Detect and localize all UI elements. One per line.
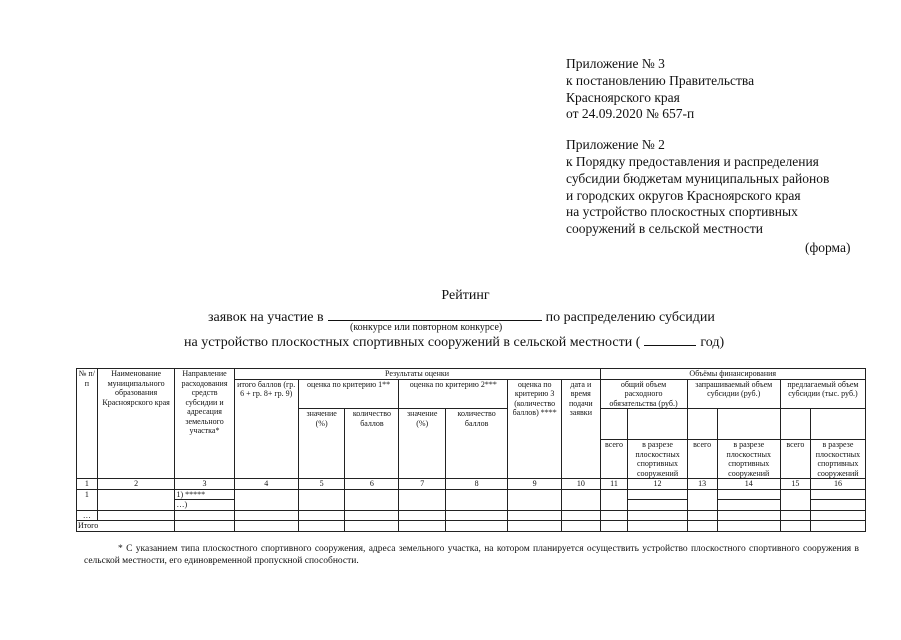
column-number-row — [77, 479, 866, 490]
year-blank — [644, 333, 696, 346]
row-cell — [97, 510, 175, 521]
title-line-3-left: на устройство плоскостных спортивных сооружений в сельской местности ( — [184, 335, 641, 350]
title-line-3-right: год) — [700, 335, 725, 350]
header-crit1-points: количество баллов — [345, 409, 399, 479]
title-line-2-left: заявок на участие в — [208, 310, 324, 325]
row-cell — [717, 521, 780, 532]
header-criterion-2: оценка по критерию 2*** — [399, 379, 508, 409]
row-cell — [345, 521, 399, 532]
column-number: 11 — [600, 479, 628, 490]
column-number: 16 — [810, 479, 865, 490]
header-obligation-breakdown: в разрезе плоскостных спортивных сооружений — [628, 440, 687, 479]
column-number: 3 — [175, 479, 234, 490]
header-proposed-spacer — [810, 409, 865, 440]
header-total-points: итого баллов (гр. 6 + гр. 8+ гр. 9) — [234, 379, 298, 479]
column-number: 6 — [345, 479, 399, 490]
row-cell — [628, 500, 687, 511]
header-direction: Направление расходования средств субсидии и адресация земельного участка* — [175, 369, 234, 479]
row-cell — [628, 510, 687, 521]
form-label: (форма) — [805, 240, 851, 255]
table-header-row — [77, 369, 866, 380]
row-cell — [97, 489, 175, 510]
appendix-3-line: к постановлению Правительства — [566, 72, 755, 88]
appendix-3-block — [566, 56, 886, 123]
header-num: № п/п — [77, 369, 98, 479]
column-number: 1 — [77, 479, 98, 490]
column-number: 8 — [446, 479, 508, 490]
header-proposed-breakdown: в разрезе плоскостных спортивных сооружений — [810, 440, 865, 479]
contest-type-hint: (конкурсе или повторном конкурсе) — [350, 322, 503, 333]
header-municipality: Наименование муниципального образования Красноярского края — [97, 369, 175, 479]
row-cell — [687, 521, 717, 532]
row-cell — [600, 521, 628, 532]
row-cell — [234, 489, 298, 510]
row-direction-item: 1) ***** — [175, 489, 234, 500]
appendix-3-line: Красноярского края — [566, 89, 680, 105]
appendix-3-line: от 24.09.2020 № 657-п — [566, 106, 695, 122]
row-cell — [298, 510, 345, 521]
appendix-2-line: к Порядку предоставления и распределения — [566, 153, 819, 169]
column-number: 15 — [780, 479, 810, 490]
appendix-3-line: Приложение № 3 — [566, 56, 665, 71]
row-cell — [810, 521, 865, 532]
row-cell — [345, 510, 399, 521]
header-crit1-value: значение (%) — [298, 409, 345, 479]
row-cell — [399, 510, 446, 521]
row-cell — [628, 521, 687, 532]
document-title: Рейтинг — [441, 288, 490, 303]
column-number: 13 — [687, 479, 717, 490]
total-label: Итого — [77, 521, 175, 532]
header-requested-spacer — [717, 409, 780, 440]
header-proposed-spacer — [780, 409, 810, 440]
appendix-2-line: и городских округов Красноярского края — [566, 187, 801, 203]
header-results: Результаты оценки — [234, 369, 600, 380]
header-proposed: предлагаемый объем субсидии (тыс. руб.) — [780, 379, 865, 409]
appendix-2-line: Приложение № 2 — [566, 137, 665, 153]
row-cell — [175, 521, 234, 532]
header-total-obligation: общий объем расходного обязательства (руб.) — [600, 379, 687, 409]
header-obligation-spacer — [600, 409, 628, 440]
row-number: 1 — [77, 489, 98, 510]
row-direction-item: …) — [175, 500, 234, 511]
row-cell — [780, 510, 810, 521]
row-cell — [600, 510, 628, 521]
column-number: 10 — [562, 479, 600, 490]
header-requested-all: всего — [687, 440, 717, 479]
header-obligation-spacer — [628, 409, 687, 440]
row-cell — [446, 510, 508, 521]
row-cell — [298, 521, 345, 532]
appendix-header — [566, 56, 886, 252]
row-cell — [508, 489, 562, 510]
footnote: * С указанием типа плоскостного спортивного сооружения, адреса земельного участка, на котором планируется осуществить устройство плоскостного спортивного сооружения в сельской местности, его единовременной пропускной способности. — [84, 544, 859, 566]
row-cell — [600, 489, 628, 510]
row-cell — [717, 489, 780, 500]
row-cell — [175, 510, 234, 521]
header-requested-spacer — [687, 409, 717, 440]
row-dots: … — [77, 510, 98, 521]
column-number: 9 — [508, 479, 562, 490]
column-number: 12 — [628, 479, 687, 490]
row-cell — [508, 521, 562, 532]
column-number: 7 — [399, 479, 446, 490]
appendix-2-line: сооружений в сельской местности — [566, 221, 764, 237]
row-cell — [399, 521, 446, 532]
row-cell — [562, 510, 600, 521]
appendix-2-line: субсидии бюджетам муниципальных районов — [566, 170, 830, 186]
row-cell — [780, 489, 810, 510]
row-cell — [234, 521, 298, 532]
row-cell — [810, 489, 865, 500]
row-cell — [234, 510, 298, 521]
header-criterion-3: оценка по критерию 3 (количество баллов) **** — [508, 379, 562, 479]
column-number: 14 — [717, 479, 780, 490]
header-date: дата и время подачи заявки — [562, 379, 600, 479]
table-row — [77, 489, 866, 500]
header-criterion-1: оценка по критерию 1** — [298, 379, 399, 409]
column-number: 5 — [298, 479, 345, 490]
column-number: 4 — [234, 479, 298, 490]
rating-table — [76, 368, 866, 532]
row-cell — [345, 489, 399, 510]
header-requested-breakdown: в разрезе плоскостных спортивных сооружений — [717, 440, 780, 479]
appendix-2-block — [566, 137, 886, 238]
row-cell — [780, 521, 810, 532]
title-line-2-right: по распределению субсидии — [545, 310, 715, 325]
row-cell — [508, 510, 562, 521]
row-cell — [810, 500, 865, 511]
contest-type-blank — [328, 308, 542, 321]
row-cell — [717, 510, 780, 521]
row-cell — [446, 489, 508, 510]
row-cell — [687, 510, 717, 521]
row-cell — [687, 489, 717, 510]
row-cell — [562, 521, 600, 532]
appendix-2-line: на устройство плоскостных спортивных — [566, 204, 798, 220]
column-number: 2 — [97, 479, 175, 490]
table-row — [77, 510, 866, 521]
header-requested: запрашиваемый объем субсидии (руб.) — [687, 379, 780, 409]
total-row — [77, 521, 866, 532]
header-obligation-all: всего — [600, 440, 628, 479]
row-cell — [717, 500, 780, 511]
row-cell — [810, 510, 865, 521]
row-cell — [399, 489, 446, 510]
row-cell — [562, 489, 600, 510]
title-line-3 — [184, 333, 724, 351]
row-cell — [628, 489, 687, 500]
header-crit2-points: количество баллов — [446, 409, 508, 479]
header-crit2-value: значение (%) — [399, 409, 446, 479]
header-proposed-all: всего — [780, 440, 810, 479]
row-cell — [298, 489, 345, 510]
header-volumes: Объёмы финансирования — [600, 369, 866, 380]
row-cell — [446, 521, 508, 532]
